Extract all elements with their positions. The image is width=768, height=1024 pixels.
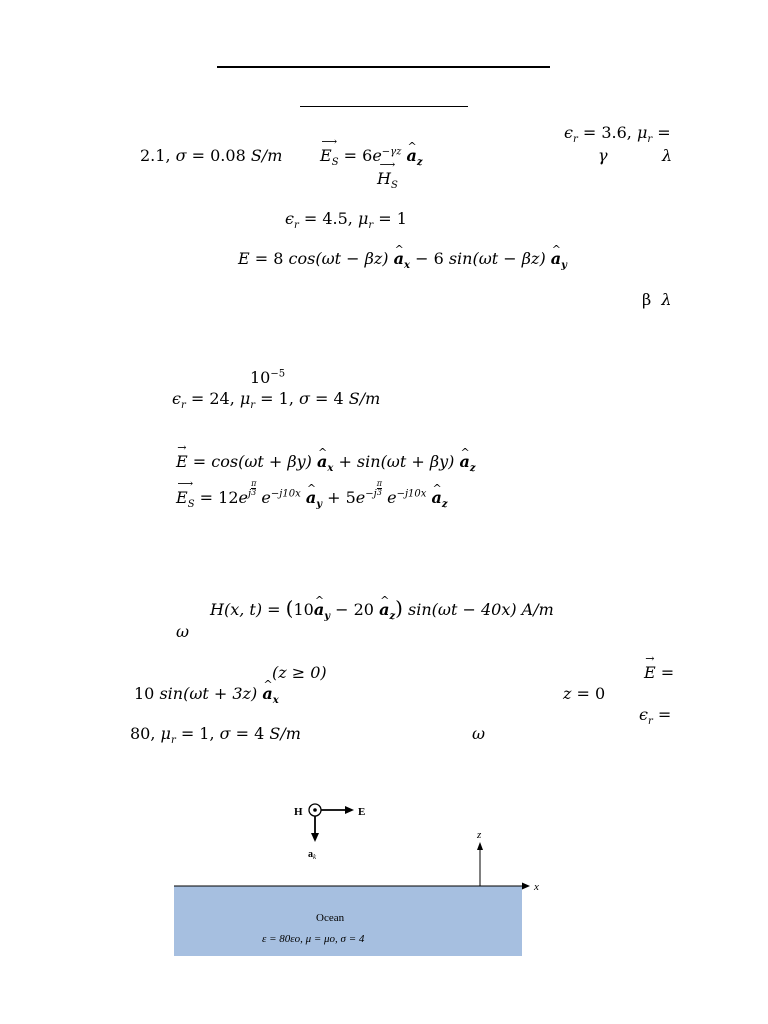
p2-field-eq: E = 8 cos(ωt − βz) ^ $a_x - 6$ sin(ωt − βz) ^ $a_y$: [238, 249, 567, 269]
p6-region: (z ≥ 0): [272, 663, 327, 682]
p1-h-vector: $H_S$ ⟶: [377, 158, 398, 192]
ocean-title: Ocean: [316, 912, 345, 924]
p4-field-time: E → = cos(ωt + βy) ^ $a_x + \sin(\omega t + \beta y)$ ^ $a_z$: [176, 452, 476, 472]
p6-params: 80, $\mu_r = 1$, σ = 4 S/m: [130, 724, 301, 747]
e-label: E: [358, 806, 366, 818]
p2-beta-lambda: β λ: [642, 290, 672, 309]
p6-z0: z = 0: [563, 684, 606, 703]
p6-e-expr: 10 sin(ωt + 3z) ^ $a_x$: [134, 684, 279, 704]
ocean-params: ε = 80εo, μ = μo, σ = 4: [262, 933, 365, 945]
h-out-of-page-dot: [313, 808, 317, 812]
p1-field-eq: $E_S$ ⟶ = $6e^{-\gamma z}$ ^ $a_z$: [320, 146, 423, 166]
p1-conductivity: 2.1, σ = 0.08 S/m: [140, 146, 283, 165]
p4-field-phasor: $E_S$ ⟶ = $12e^j$ $\frac{\pi}{3}$ $e^{-j10x}$ ^ $a_y + 5e^{-j}$ $\frac{\pi}{3}$ $e^{-j10x}$ ^ $a_z$: [176, 480, 448, 508]
x-axis-arrowhead: [522, 883, 530, 890]
p5-h-field: H(x, t) = (10^ $a_y - 20$ ^ $a_z$) sin(ωt − 40x) A/m: [210, 598, 554, 620]
p1-gamma: γ: [598, 146, 608, 165]
p3-params: $\epsilon_r = 24$, $\mu_r = 1$, σ = 4 S/m: [172, 389, 381, 412]
p3-power: $10^{-5}$: [250, 368, 286, 387]
p6-e-lhs: E → =: [644, 652, 675, 682]
p1-lambda: λ: [662, 146, 673, 165]
p5-omega: ω: [176, 622, 190, 641]
p6-eps: $\epsilon_r$ =: [639, 705, 672, 728]
x-axis-label: x: [534, 881, 539, 893]
e-arrowhead: [345, 806, 354, 814]
p6-omega: ω: [472, 724, 486, 743]
z-axis-arrowhead: [477, 842, 483, 850]
header-rule-short: [300, 106, 468, 107]
h-label: H: [294, 806, 303, 818]
ocean-wave-figure: [150, 790, 570, 965]
p1-eps-mu: $\epsilon_r = 3.6$, $\mu_r$ =: [564, 123, 671, 146]
p2-eps-mu: $\epsilon_r = 4.5$, $\mu_r = 1$: [285, 209, 407, 232]
header-rule-long: [217, 66, 550, 68]
ak-label: $a_k$: [308, 849, 317, 861]
ak-arrowhead: [311, 833, 319, 842]
ocean-region: [174, 886, 522, 956]
z-axis-label: z: [477, 829, 482, 841]
